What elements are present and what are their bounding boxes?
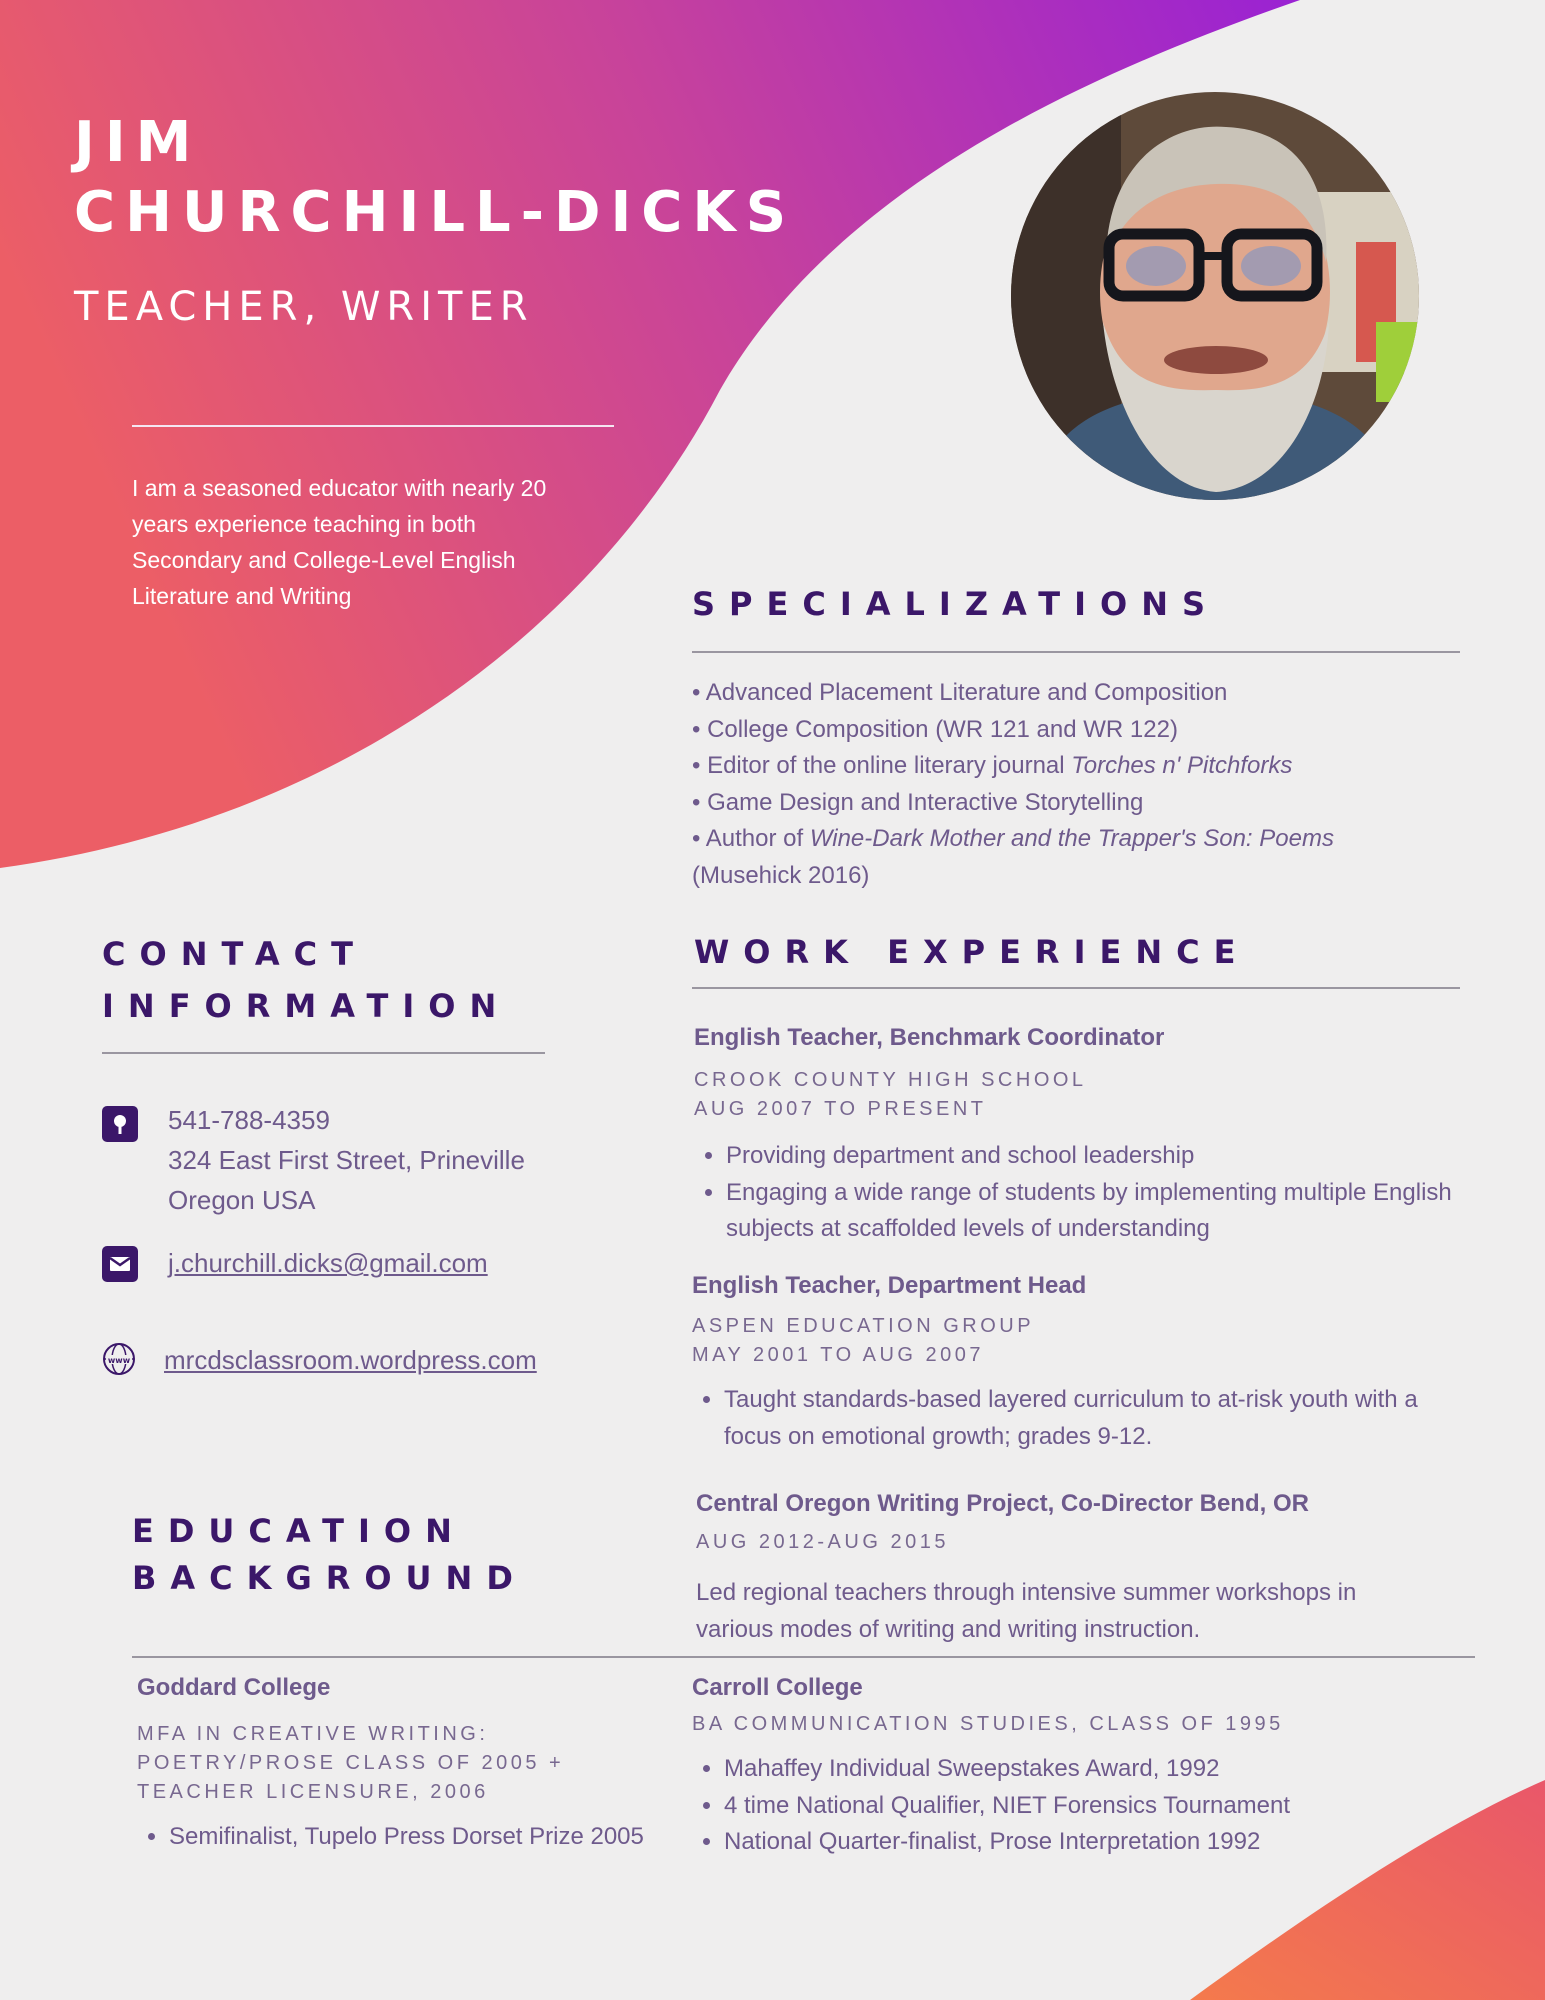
person-name: [74, 108, 796, 248]
address-street: 324 East First Street, Prineville: [168, 1145, 525, 1175]
location-pin-icon: [102, 1106, 138, 1142]
email-link[interactable]: j.churchill.dicks@gmail.com: [168, 1248, 488, 1278]
specialization-item: • Advanced Placement Literature and Composition: [692, 679, 1228, 706]
specializations-divider: [692, 651, 1460, 653]
education-bullet: • Mahaffey Individual Sweepstakes Award, 1992: [724, 1751, 1472, 1788]
school-degree: MFA IN CREATIVE WRITING: POETRY/PROSE CLASS OF 2005 + TEACHER LICENSURE, 2006: [137, 1723, 565, 1803]
job-dates: AUG 2012-AUG 2015: [696, 1531, 949, 1553]
address-block: [168, 1100, 588, 1220]
job-dates: MAY 2001 TO AUG 2007: [692, 1344, 984, 1366]
job-bullet: • Engaging a wide range of students by implementing multiple English subjects at scaffolded levels of understanding: [726, 1175, 1454, 1248]
job-entry: [694, 1024, 1454, 1248]
education-bullet: • 4 time National Qualifier, NIET Forensics Tournament: [724, 1788, 1472, 1825]
job-bullet: • Taught standards-based layered curriculum to at-risk youth with a focus on emotional growth; grades 9-12.: [724, 1382, 1452, 1455]
profile-photo: [1011, 92, 1419, 500]
education-heading: EDUCATION BACKGROUND: [132, 1512, 527, 1597]
globe-www-icon: [102, 1342, 136, 1376]
work-divider: [692, 987, 1460, 989]
job-description: Led regional teachers through intensive summer workshops in various modes of writing and writing instruction.: [696, 1579, 1357, 1643]
work-experience-heading: WORK EXPERIENCE: [694, 933, 1250, 971]
job-role: TEACHER, WRITER: [74, 284, 534, 330]
job-title: Central Oregon Writing Project, Co-Director Bend, OR: [696, 1490, 1309, 1517]
education-entry: [692, 1674, 1472, 1861]
education-divider: [132, 1656, 1475, 1658]
phone-number: 541-788-4359: [168, 1105, 330, 1135]
header-divider: [132, 425, 614, 427]
specialization-item: • Author of Wine-Dark Mother and the Trapper's Son: Poems: [692, 825, 1334, 852]
contact-heading: CONTACT INFORMATION: [102, 935, 511, 1025]
website-link[interactable]: mrcdsclassroom.wordpress.com: [164, 1345, 537, 1375]
envelope-icon: [102, 1246, 138, 1282]
job-bullet: • Providing department and school leadership: [726, 1138, 1454, 1175]
specialization-item-continued: (Musehick 2016): [692, 861, 870, 889]
profile-summary: I am a seasoned educator with nearly 20 years experience teaching in both Secondary and College-Level English Literature and Writing: [132, 475, 547, 609]
specialization-item: • Game Design and Interactive Storytelling: [692, 788, 1144, 816]
job-title: English Teacher, Department Head: [692, 1272, 1087, 1299]
job-dates: AUG 2007 TO PRESENT: [694, 1098, 987, 1120]
last-name: CHURCHILL-DICKS: [74, 180, 797, 245]
address-region: Oregon USA: [168, 1185, 316, 1215]
job-title: English Teacher, Benchmark Coordinator: [694, 1024, 1165, 1051]
job-employer: CROOK COUNTY HIGH SCHOOL: [694, 1069, 1087, 1091]
school-name: Carroll College: [692, 1674, 863, 1701]
education-entry: [137, 1674, 677, 1856]
svg-text:www: www: [107, 1356, 131, 1365]
school-degree: BA COMMUNICATION STUDIES, CLASS OF 1995: [692, 1713, 1284, 1735]
job-employer: ASPEN EDUCATION GROUP: [692, 1315, 1035, 1337]
education-bullet: • National Quarter-finalist, Prose Interpretation 1992: [724, 1824, 1472, 1861]
specialization-item: • Editor of the online literary journal Torches n' Pitchforks: [692, 752, 1293, 779]
education-bullet: • Semifinalist, Tupelo Press Dorset Prize 2005: [169, 1819, 677, 1856]
job-entry: [692, 1272, 1452, 1455]
first-name: JIM: [74, 110, 202, 175]
specializations-list: [692, 675, 1492, 894]
specialization-item: • College Composition (WR 121 and WR 122): [692, 715, 1178, 743]
specializations-heading: SPECIALIZATIONS: [692, 585, 1220, 623]
school-name: Goddard College: [137, 1674, 331, 1701]
contact-divider: [102, 1052, 545, 1054]
job-entry: [696, 1490, 1456, 1648]
